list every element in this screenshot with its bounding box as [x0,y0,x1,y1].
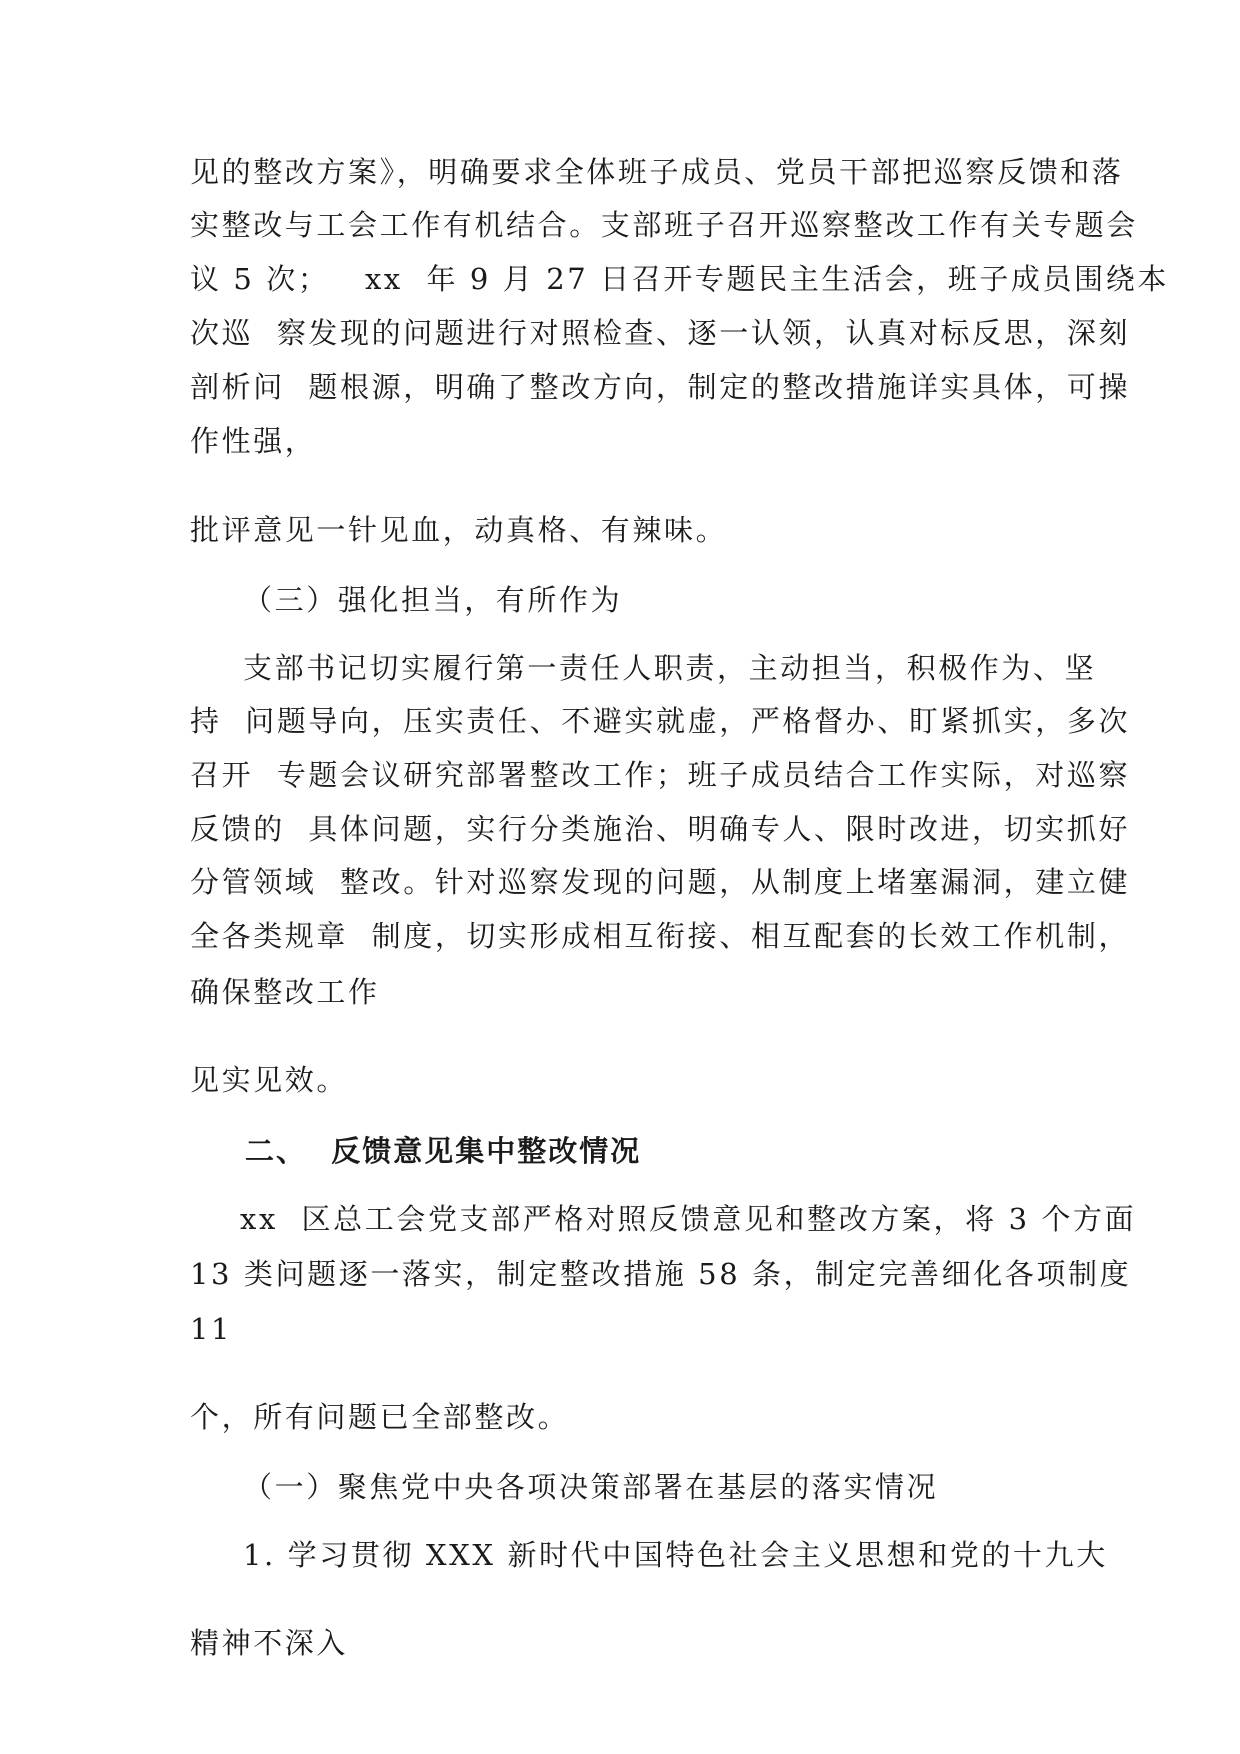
paragraph-line: 13 类问题逐一落实，制定整改措施 58 条，制定完善细化各项制度 [190,1257,1132,1291]
paragraph-line: 实整改与工会工作有机结合。支部班子召开巡察整改工作有关专题会 [190,208,1139,242]
paragraph-line: 作性强， [190,424,317,458]
paragraph-line: 11 [190,1312,233,1346]
paragraph-line: 次巡 察发现的问题进行对照检查、逐一认领，认真对标反思，深刻 [190,316,1131,350]
paragraph-line: 见实见效。 [190,1063,349,1097]
paragraph-line: 批评意见一针见血，动真格、有辣味。 [190,513,728,547]
section-subheading: （一）聚焦党中央各项决策部署在基层的落实情况 [243,1470,939,1504]
paragraph-line: xx 区总工会党支部严格对照反馈意见和整改方案，将 3 个方面 [240,1202,1137,1236]
paragraph-line: 议 5 次； xx 年 9 月 27 日召开专题民主生活会，班子成员围绕本 [190,262,1169,296]
paragraph-line: 精神不深入 [190,1626,349,1660]
paragraph-line: 个，所有问题已全部整改。 [190,1400,570,1434]
paragraph-line: 见的整改方案》，明确要求全体班子成员、党员干部把巡察反馈和落 [190,155,1124,189]
paragraph-line: 全各类规章 制度，切实形成相互衔接、相互配套的长效工作机制， [190,919,1131,953]
paragraph-line: 分管领域 整改。针对巡察发现的问题，从制度上堵塞漏洞，建立健 [190,865,1131,899]
paragraph-line: 1. 学习贯彻 XXX 新时代中国特色社会主义思想和党的十九大 [243,1538,1108,1572]
paragraph-line: 召开 专题会议研究部署整改工作；班子成员结合工作实际，对巡察 [190,758,1131,792]
paragraph-line: 确保整改工作 [190,975,380,1009]
paragraph-line: 剖析问 题根源，明确了整改方向，制定的整改措施详实具体，可操 [190,370,1131,404]
section-subheading: （三）强化担当，有所作为 [243,583,623,617]
paragraph-line: 持 问题导向，压实责任、不避实就虚，严格督办、盯紧抓实，多次 [190,704,1131,738]
paragraph-line: 支部书记切实履行第一责任人职责，主动担当，积极作为、坚 [243,651,1097,685]
paragraph-line: 反馈的 具体问题，实行分类施治、明确专人、限时改进，切实抓好 [190,812,1131,846]
section-heading: 二、 反馈意见集中整改情况 [245,1134,642,1168]
